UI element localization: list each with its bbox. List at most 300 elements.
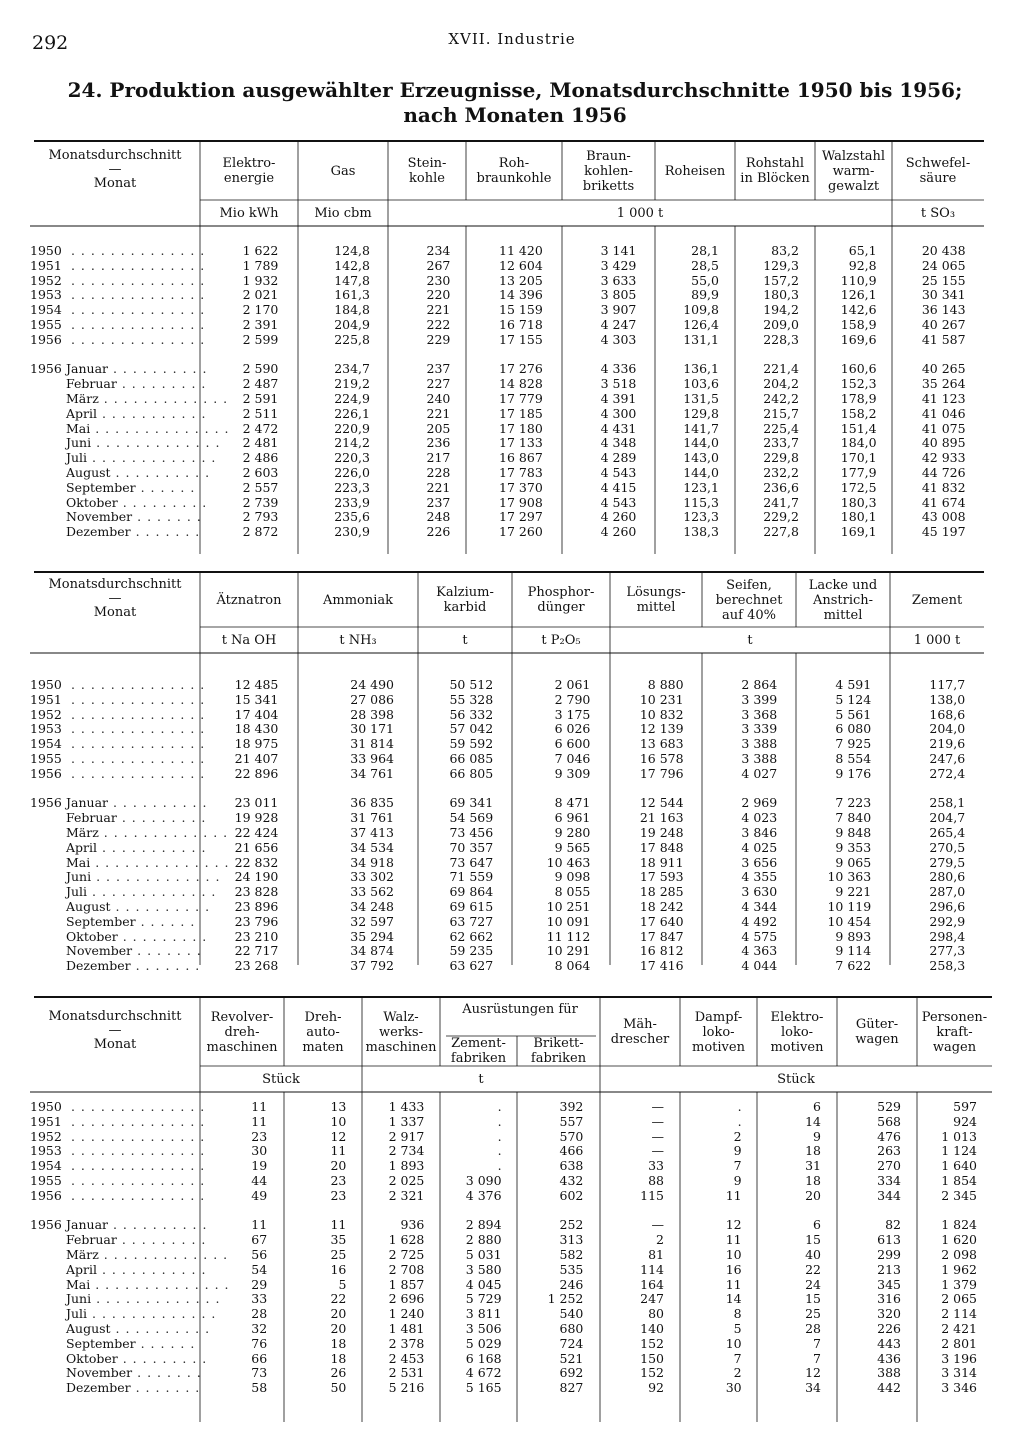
table-cell: 17 180: [499, 420, 543, 436]
table-cell: 2 453: [388, 1350, 425, 1366]
table-cell: 16 812: [639, 943, 684, 959]
table-cell: 2 098: [941, 1246, 977, 1262]
stub-row-month: [30, 420, 230, 437]
month-label: August: [66, 464, 111, 480]
table-cell: 204,9: [334, 316, 370, 332]
table-cell: 7: [813, 1350, 821, 1366]
table-cell: 9 565: [554, 839, 591, 855]
table-cell: 25: [330, 1246, 347, 1262]
table-cell: 69 341: [449, 795, 494, 811]
table-cell: 226,1: [334, 405, 370, 421]
table-cell: 236: [426, 435, 451, 451]
leader-dots: . . . . . . . . . . . . . .: [66, 1187, 206, 1203]
table-cell: 2 599: [242, 331, 279, 347]
leader-dots: . . . . . . . . . . . . . .: [66, 677, 206, 692]
column-header: Dampf- loko- motiven: [692, 1009, 745, 1055]
leader-dots: . . . . . . . . . .: [108, 1217, 208, 1233]
cell-spacer: [890, 782, 965, 797]
table-cell: 3 175: [554, 706, 591, 722]
table-cell: 680: [559, 1320, 584, 1336]
table-cell: 34: [805, 1380, 821, 1396]
table-cell: 234,7: [334, 361, 370, 377]
data-column: [284, 1100, 346, 1396]
table-cell: 6: [813, 1099, 821, 1114]
table-cell: 4 492: [741, 913, 778, 929]
stub-header-head1: Monatsdurchschnitt: [48, 1009, 182, 1024]
table-cell: 2 696: [388, 1291, 425, 1307]
row-stub: [30, 1099, 230, 1396]
data-column: [440, 1100, 502, 1396]
table-cell: 6 026: [554, 721, 591, 737]
table-cell: 12 139: [639, 721, 684, 737]
table-cell: 18: [330, 1335, 347, 1351]
table-cell: 270,5: [929, 839, 966, 855]
table-cell: 126,1: [840, 287, 877, 303]
month-label: April: [66, 1261, 97, 1277]
table-cell: 16: [725, 1261, 742, 1277]
table-cell: 692: [559, 1365, 584, 1381]
stub-row-month: [30, 435, 221, 451]
year-label: 1956: [30, 795, 62, 811]
running-head: XVII. Industrie: [448, 30, 576, 48]
leader-dots: . . . . . . . . . . . . . .: [66, 1128, 206, 1144]
table-cell: 4 300: [600, 405, 637, 421]
table-cell: 69 864: [449, 884, 494, 900]
table-cell: 25 155: [921, 272, 966, 288]
table-cell: 18 285: [639, 884, 684, 900]
table-cell: 7 223: [835, 795, 872, 811]
stub-row-year: [30, 1113, 206, 1130]
stub-spacer: [30, 1204, 200, 1219]
table-cell: 9 098: [554, 869, 591, 885]
table-cell: 136,1: [683, 361, 719, 377]
leader-dots: . . . . . . . . . . . . . .: [66, 272, 206, 288]
table-cell: 226,0: [334, 464, 370, 480]
table-cell: 248: [426, 509, 451, 525]
table-cell: 28,1: [691, 243, 719, 258]
table-cell: 184,0: [840, 435, 877, 451]
table-cell: 12 604: [499, 257, 543, 273]
leader-dots: . . . . . . . . . .: [110, 464, 211, 480]
table-cell: 11: [330, 1217, 347, 1233]
table-cell: 602: [559, 1187, 584, 1203]
table-cell: 22: [330, 1291, 347, 1307]
column-header: Zement: [911, 592, 963, 608]
year-label: 1954: [30, 302, 62, 318]
month-label: Dezember: [66, 524, 131, 540]
stub-row-month: [30, 1320, 211, 1337]
table-cell: 220,3: [334, 450, 370, 466]
table-cell: 34 874: [350, 943, 394, 959]
leader-dots: . . . . . . . . . . . . . .: [90, 854, 230, 870]
table-cell: 529: [877, 1099, 901, 1114]
table-cell: 131,1: [683, 331, 719, 347]
year-label: 1956: [30, 765, 62, 781]
stub-row-month: [30, 824, 229, 841]
table-cell: 223,3: [334, 479, 370, 495]
table-cell: 638: [559, 1158, 584, 1174]
stub-header-dash: —: [108, 591, 122, 606]
table-cell: 184,8: [334, 302, 370, 318]
table-cell: 4 543: [600, 464, 637, 480]
leader-dots: . . . . . . .: [132, 1365, 202, 1381]
data-column: [917, 1100, 977, 1396]
table-cell: .: [497, 1143, 502, 1159]
unit-label: t: [462, 633, 468, 648]
unit-label: t SO₃: [920, 206, 956, 221]
table-cell: 36 835: [350, 795, 394, 811]
table-cell: 724: [559, 1335, 584, 1351]
unit-label: t: [478, 1072, 484, 1087]
data-column: [680, 1100, 742, 1396]
data-column: [200, 244, 278, 540]
table-cell: 4 336: [600, 361, 637, 377]
table-cell: 9 353: [835, 839, 872, 855]
stub-row-year: [30, 302, 206, 318]
table-cell: 4 672: [465, 1365, 502, 1381]
cell-spacer: [655, 348, 719, 363]
table-cell: 115,3: [683, 494, 719, 510]
table-cell: 2 486: [242, 450, 279, 466]
table-cell: 3 805: [600, 287, 637, 303]
table-cell: 334: [877, 1172, 901, 1188]
table-cell: .: [497, 1128, 502, 1144]
table-cell: 6 961: [554, 810, 591, 826]
table-cell: 220: [426, 287, 451, 303]
table-cell: 9 176: [835, 765, 872, 781]
table-cell: 12 544: [639, 795, 684, 811]
table-cell: 557: [559, 1113, 584, 1129]
year-label: 1951: [30, 1113, 62, 1129]
stub-row-month: [30, 1217, 208, 1233]
table-cell: 17 404: [234, 706, 279, 722]
cell-spacer: [200, 1204, 267, 1219]
table-cell: 1 789: [242, 257, 279, 273]
table-cell: 582: [559, 1246, 584, 1262]
table-cell: 2 065: [941, 1291, 977, 1307]
table-cell: 2 725: [388, 1246, 425, 1262]
cell-spacer: [517, 1204, 583, 1219]
stub-header-dash: —: [108, 1023, 122, 1038]
leader-dots: . . . . . . . . . . . . . .: [66, 691, 206, 707]
table-cell: 2 472: [242, 420, 279, 436]
leader-dots: . . . . . . . . . . . . .: [98, 824, 229, 840]
table-cell: 40: [805, 1246, 821, 1262]
month-label: März: [66, 824, 99, 840]
table-cell: 23 268: [234, 958, 279, 974]
table-cell: 1 622: [242, 243, 279, 258]
column-header: Gas: [330, 163, 356, 179]
table-cell: 2 801: [941, 1335, 977, 1351]
table-cell: 4 027: [741, 765, 778, 781]
table-cell: 2 391: [242, 316, 279, 332]
month-label: Mai: [66, 1276, 91, 1292]
table-cell: 229,2: [763, 509, 799, 525]
leader-dots: . . . . . . . . . . . . . .: [66, 706, 206, 722]
stub-row-year: [30, 736, 206, 752]
table-cell: 7 840: [835, 810, 872, 826]
table-1: [0, 140, 1024, 560]
table-cell: 2 590: [242, 361, 279, 377]
table-cell: 5 561: [835, 706, 872, 722]
table-cell: 7: [733, 1350, 742, 1366]
table-cell: 158,2: [840, 405, 877, 421]
table-cell: 225,4: [763, 420, 799, 436]
data-column: [610, 678, 684, 974]
stub-header: [30, 1009, 200, 1053]
month-label: Februar: [66, 1232, 117, 1248]
table-cell: 568: [877, 1113, 901, 1129]
leader-dots: . . . . . . . . . . . . . .: [66, 765, 206, 781]
table-cell: 33 964: [350, 750, 394, 766]
stub-row-year: [30, 1187, 206, 1204]
stub-row-month: [30, 1291, 221, 1307]
table-cell: 8 055: [554, 884, 591, 900]
stub-row-month: [30, 928, 208, 945]
table-cell: 2 021: [242, 287, 279, 303]
cell-spacer: [298, 782, 394, 797]
leader-dots: . . . . . . . . . . . . .: [87, 884, 217, 900]
table-cell: 5 029: [465, 1335, 502, 1351]
table-cell: 32: [251, 1320, 268, 1336]
leader-dots: . . . . . . . . . . . . . .: [66, 316, 206, 332]
table-cell: 7 046: [554, 750, 591, 766]
table-cell: 12 485: [234, 677, 279, 692]
cell-spacer: [388, 348, 450, 363]
table-cell: 4 575: [741, 928, 778, 944]
table-cell: 161,3: [334, 287, 370, 303]
leader-dots: . . . . . . .: [130, 1380, 201, 1396]
column-header: Revolver- dreh- maschinen: [206, 1009, 278, 1055]
leader-dots: . . . . . . .: [132, 943, 202, 959]
table-cell: 10 119: [827, 898, 872, 914]
table-cell: 55,0: [691, 272, 719, 288]
column-header: Lösungs- mittel: [626, 585, 686, 615]
stub-header-head2: Monat: [93, 176, 137, 191]
column-header: Braun- kohlen- briketts: [582, 148, 635, 194]
table-cell: 88: [648, 1172, 664, 1188]
table-cell: 126,4: [683, 316, 719, 332]
column-header: Phosphor- dünger: [527, 585, 595, 615]
table-cell: 20: [330, 1306, 347, 1322]
leader-dots: . . . . . . . . . . . . . .: [66, 721, 206, 737]
table-cell: 20: [805, 1187, 821, 1203]
table-cell: 2 969: [741, 795, 778, 811]
table-cell: 66 805: [449, 765, 494, 781]
table-cell: 2: [656, 1232, 664, 1248]
table-cell: 4 023: [741, 810, 778, 826]
year-label: 1952: [30, 272, 62, 288]
table-cell: 6 600: [554, 736, 591, 752]
table-cell: 344: [877, 1187, 901, 1203]
table-cell: 17 297: [499, 509, 543, 525]
table-cell: 232,2: [763, 464, 799, 480]
table-cell: 12: [330, 1128, 347, 1144]
leader-dots: . . . . . . . . . . . . . .: [90, 1276, 230, 1292]
table-cell: 57 042: [449, 721, 494, 737]
table-cell: 131,5: [683, 390, 719, 406]
table-cell: 388: [877, 1365, 901, 1381]
table-cell: 140: [640, 1320, 664, 1336]
column-header: Personen- kraft- wagen: [921, 1009, 988, 1055]
stub-row-year: [30, 677, 206, 693]
unit-label: Mio kWh: [219, 206, 279, 221]
table-cell: 229,8: [763, 450, 799, 466]
table-cell: 31 814: [350, 736, 394, 752]
table-cell: 18: [805, 1172, 821, 1188]
table-cell: 2 894: [465, 1217, 502, 1233]
table-cell: 41 123: [921, 390, 966, 406]
table-cell: 29: [251, 1276, 268, 1292]
table-cell: 92: [648, 1380, 664, 1396]
stub-row-year: [30, 331, 206, 348]
table-cell: 17 370: [499, 479, 543, 495]
table-cell: 33: [251, 1291, 268, 1307]
table-cell: 9 221: [835, 884, 872, 900]
leader-dots: . . . . . . . . . .: [108, 795, 208, 811]
table-cell: 180,3: [763, 287, 799, 303]
stub-row-year: [30, 1143, 206, 1159]
leader-dots: . . . . . . . . .: [116, 810, 207, 826]
table-cell: 152: [640, 1365, 664, 1381]
table-cell: 56: [251, 1246, 268, 1262]
table-cell: 9 114: [835, 943, 872, 959]
table-cell: 23 896: [234, 898, 279, 914]
table-cell: 30: [725, 1380, 742, 1396]
table-cell: 24 065: [921, 257, 966, 273]
table-cell: 141,7: [683, 420, 719, 436]
stub-row-month: [30, 1350, 208, 1367]
stub-row-year: [30, 316, 206, 333]
table-cell: 21 163: [639, 810, 684, 826]
table-cell: 3 388: [741, 736, 778, 752]
table-cell: 21 407: [234, 750, 279, 766]
table-cell: 34 761: [350, 765, 394, 781]
table-cell: 66 085: [449, 750, 494, 766]
table-cell: 41 046: [921, 405, 966, 421]
table-cell: 14 828: [499, 376, 543, 392]
cell-spacer: [796, 782, 871, 797]
cell-spacer: [837, 1204, 901, 1219]
data-column: [362, 1100, 424, 1396]
column-header: Rohstahl in Blöcken: [740, 156, 810, 186]
year-label: 1952: [30, 1128, 62, 1144]
table-cell: —: [651, 1143, 664, 1159]
table-cell: 392: [559, 1099, 584, 1114]
month-label: Oktober: [66, 494, 118, 510]
table-cell: 49: [251, 1187, 268, 1203]
stub-row-year: [30, 272, 206, 289]
stub-header-head2: Monat: [93, 1037, 137, 1052]
data-column: [600, 1100, 664, 1396]
table-cell: 4 025: [741, 839, 778, 855]
table-cell: 34 248: [350, 898, 394, 914]
table-cell: 229: [426, 331, 451, 347]
table-cell: 2 487: [242, 376, 279, 392]
table-cell: 28: [251, 1306, 268, 1322]
stub-spacer: [30, 782, 200, 797]
table-cell: 613: [877, 1232, 901, 1248]
table-cell: 16 718: [499, 316, 543, 332]
table-cell: 11 112: [546, 928, 591, 944]
data-column: [757, 1100, 821, 1396]
table-cell: 345: [877, 1276, 901, 1292]
stub-row-year: [30, 243, 206, 259]
cell-spacer: [562, 348, 636, 363]
leader-dots: . . . . . .: [135, 479, 196, 495]
data-column: [388, 244, 450, 540]
table-cell: 224,9: [334, 390, 370, 406]
cell-spacer: [200, 782, 278, 797]
cell-spacer: [298, 348, 370, 363]
table-cell: 15 341: [234, 691, 279, 707]
table-cell: 3 388: [741, 750, 778, 766]
table-cell: .: [737, 1099, 742, 1114]
table-2: [0, 571, 1024, 974]
column-header: Stein- kohle: [407, 156, 447, 186]
table-cell: 21 656: [234, 839, 279, 855]
data-column: [512, 678, 590, 974]
year-label: 1950: [30, 243, 62, 258]
table-cell: 177,9: [840, 464, 877, 480]
table-cell: 3 339: [741, 721, 778, 737]
table-cell: 4 543: [600, 494, 637, 510]
month-label: November: [66, 1365, 133, 1381]
stub-row-month: [30, 915, 200, 930]
stub-row-month: [30, 481, 200, 496]
stub-row-month: [30, 405, 207, 422]
table-cell: 63 727: [449, 913, 494, 929]
stub-row-month: [30, 1246, 229, 1263]
table-cell: 22: [805, 1261, 821, 1277]
table-cell: 226: [426, 524, 451, 540]
table-cell: 17 640: [639, 913, 684, 929]
table-cell: 17 276: [499, 361, 543, 377]
table-cell: 241,7: [763, 494, 799, 510]
table-cell: 23: [251, 1128, 268, 1144]
table-cell: 3 429: [600, 257, 637, 273]
column-header: Kalzium- karbid: [436, 585, 494, 615]
table-cell: 18 975: [234, 736, 279, 752]
table-cell: 23 828: [234, 884, 279, 900]
table-cell: 299: [877, 1246, 901, 1262]
month-label: März: [66, 390, 99, 406]
leader-dots: . . . . . . . . . . . . .: [98, 1246, 229, 1262]
data-column: [796, 678, 871, 974]
table-cell: .: [497, 1099, 502, 1114]
table-cell: 138,3: [683, 524, 719, 540]
leader-dots: . . . . . . . . . . . . . .: [66, 243, 206, 258]
table-cell: 219,2: [334, 376, 370, 392]
stub-row-month: [30, 376, 207, 392]
year-label: 1952: [30, 706, 62, 722]
table-cell: 17 260: [499, 524, 543, 540]
table-cell: 7: [733, 1158, 742, 1174]
table-cell: 5 165: [465, 1380, 502, 1396]
table-cell: 1 932: [242, 272, 279, 288]
leader-dots: . . . . . . . . . . . . . .: [66, 1172, 206, 1188]
unit-label: t: [747, 633, 753, 648]
stub-row-month: [30, 898, 211, 915]
month-label: Juli: [66, 884, 88, 900]
stub-row-month: [30, 869, 221, 885]
unit-label: t NH₃: [339, 633, 377, 648]
cell-spacer: [735, 348, 799, 363]
column-header: Güter- wagen: [855, 1017, 899, 1047]
table-cell: 23 210: [234, 928, 279, 944]
table-cell: 220,9: [334, 420, 370, 436]
group-header: Ausrüstungen für: [462, 1002, 578, 1017]
